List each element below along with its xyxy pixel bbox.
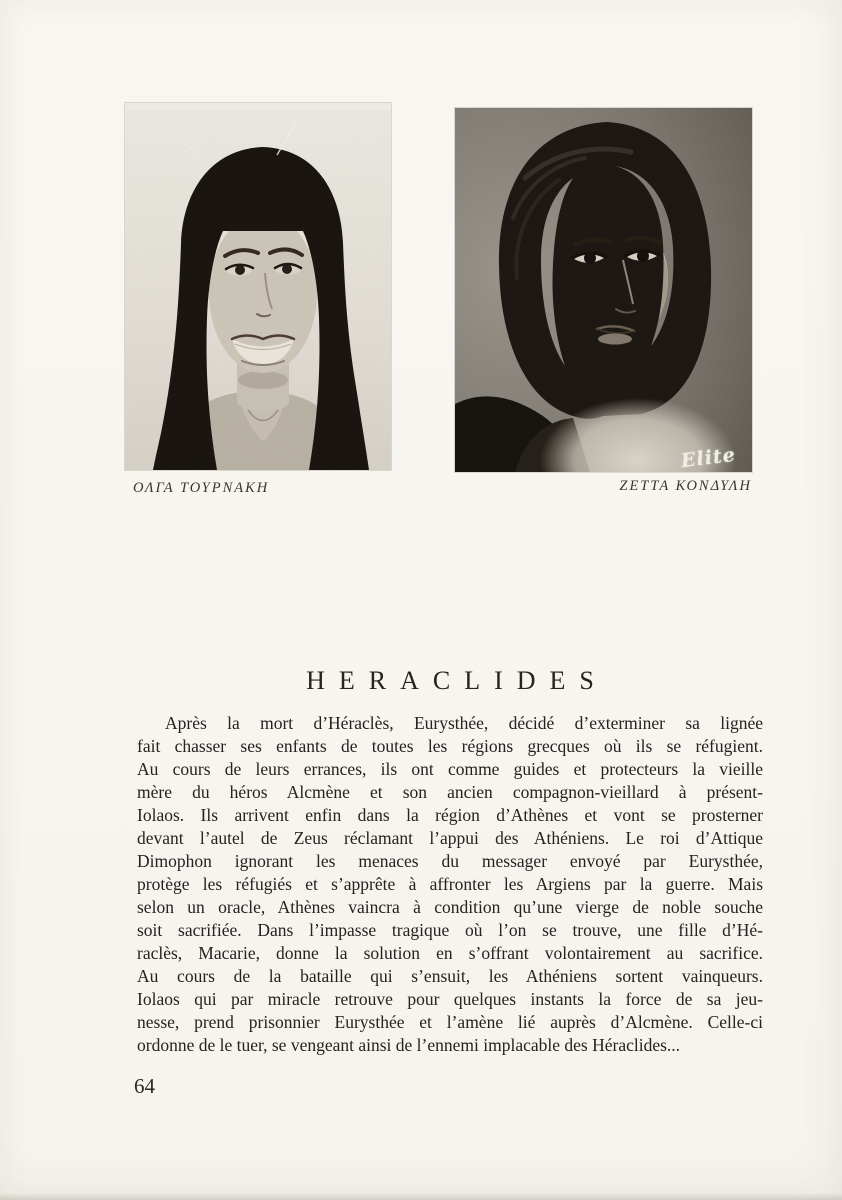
body-text-line: ordonne de le tuer, se vengeant ainsi de l’ennemi implacable des Héraclides... [137,1035,681,1055]
body-text-line: Dimophon ignorant les menaces du messager envoyé par Eurysthée, [137,851,763,871]
body-text-line: nesse, prend prisonnier Eurysthée et l’amène lié auprès d’Alcmène. Celle-ci [137,1012,763,1032]
body-text-line: Iolaos. Ils arrivent enfin dans la région d’Athènes et vont se prosterner [137,805,763,825]
body-text [137,712,763,1057]
portrait-photo-left [125,103,391,470]
page-number: 64 [134,1074,155,1098]
body-text-line: soit sacrifiée. Dans l’impasse tragique où l’on se trouve, une fille d’Hé- [137,920,763,940]
portrait-olga-tournaki-image [125,103,391,470]
page-title: HERACLIDES [306,666,608,695]
photo-caption-right: ΖΕΤΤΑ ΚΟΝΔΥΛΗ [619,478,752,494]
body-text-line: raclès, Macarie, donne la solution en s’offrant volontairement au sacrifice. [137,943,763,963]
body-text-line: Après la mort d’Héraclès, Eurysthée, décidé d’exterminer sa lignée [165,713,763,733]
body-text-line: fait chasser ses enfants de toutes les régions grecques où ils se réfugient. [137,736,763,756]
portrait-photo-right [455,108,752,472]
body-text-line: Au cours de leurs errances, ils ont comme guides et protecteurs la vieille [137,759,763,779]
body-text-line: Iolaos qui par miracle retrouve pour quelques instants la force de sa jeu- [137,989,763,1009]
body-text-line: protège les réfugiés et s’apprête à affronter les Argiens par la guerre. Mais [137,874,763,894]
body-text-line: mère du héros Alcmène et son ancien compagnon-vieillard à présent- [137,782,763,802]
elite-signature [681,455,735,462]
portrait-zetta-kondyli-image [455,108,752,472]
scan-edge [0,1193,842,1200]
body-text-line: selon un oracle, Athènes vaincra à condition qu’une vierge de noble souche [137,897,763,917]
photo-caption-left: ΟΛΓΑ ΤΟΥΡΝΑΚΗ [133,480,270,496]
body-text-line: devant l’autel de Zeus réclamant l’appui des Athéniens. Le roi d’Attique [137,828,763,848]
body-text-line: Au cours de la bataille qui s’ensuit, les Athéniens sortent vainqueurs. [137,966,763,986]
